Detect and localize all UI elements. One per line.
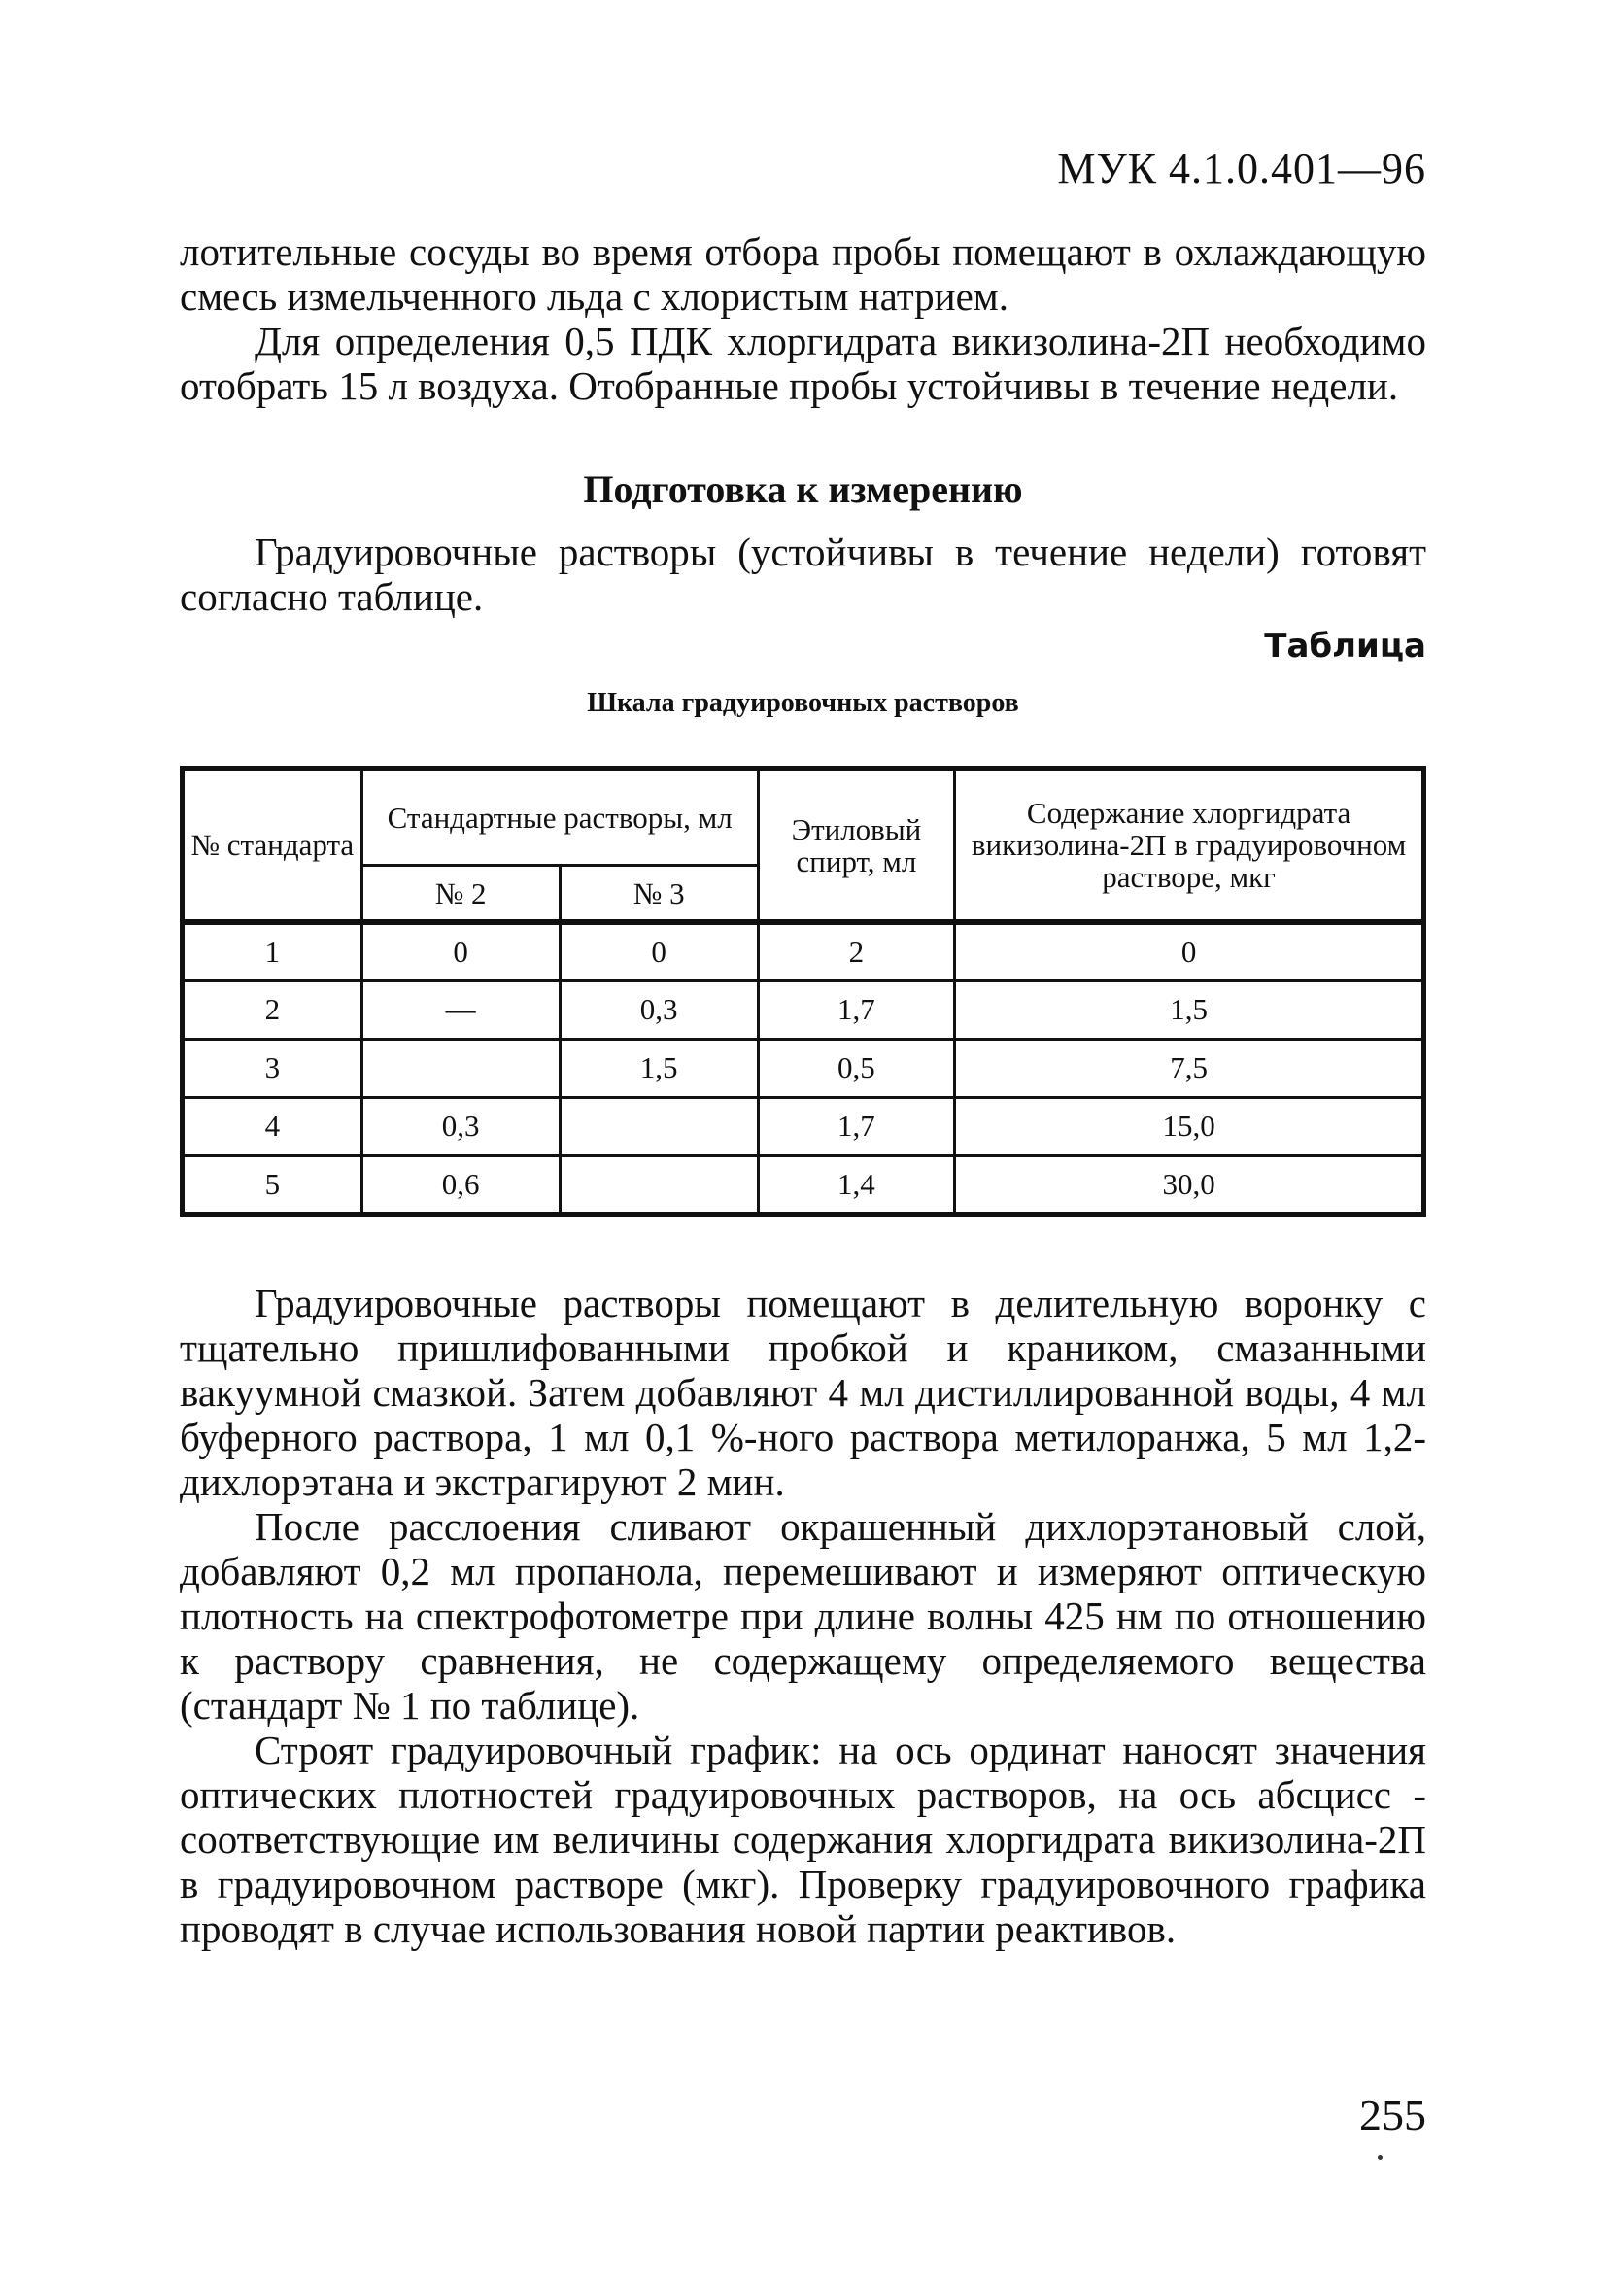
cell-ethanol: 2 (758, 922, 954, 980)
cell-standard-no: 3 (183, 1039, 362, 1097)
cell-ethanol: 1,7 (758, 980, 954, 1039)
procedure-paragraph-1: Градуировочные растворы помещают в делительную воронку с тщательно пришлифованными пробкой и краником, смазанными вакуумной смазкой. Затем добавляют 4 мл дистиллированной воды, 4 мл буферного раствора, 1 мл 0,1 %-ного раствора метилоранжа, 5 мл 1,2-дихлорэтана и экстрагируют 2 мин. (180, 1281, 1426, 1504)
cell-content: 1,5 (955, 980, 1424, 1039)
cell-solution-3: 0,3 (560, 980, 758, 1039)
cell-solution-2: 0 (361, 922, 560, 980)
print-dot (1378, 2155, 1383, 2160)
procedure-paragraph-3: Строят градуировочный график: на ось ординат наносят значения оптических плотностей градуировочных растворов, на ось абсцисс - соответствующие им величины содержания хлоргидрата викизолина-2П в градуировочном растворе (мкг). Проверку градуировочного графика проводят в случае использования новой партии реактивов. (180, 1728, 1426, 1951)
calibration-table (180, 766, 1426, 1217)
prep-paragraph-1: Градуировочные растворы (устойчивы в течение недели) готовят согласно таблице. (180, 530, 1426, 619)
table-label: Таблица (1264, 627, 1426, 666)
header-ethanol: Этиловый спирт, мл (758, 769, 954, 923)
cell-solution-2: — (361, 980, 560, 1039)
cell-ethanol: 1,7 (758, 1097, 954, 1155)
procedure-text (180, 1281, 1426, 1951)
table-row (183, 1097, 1424, 1155)
prep-text (180, 530, 1426, 619)
cell-ethanol: 0,5 (758, 1039, 954, 1097)
page-number: 255 (1359, 2090, 1426, 2140)
table-title: Шкала градуировочных растворов (587, 688, 1019, 718)
intro-paragraph-1: лотительные сосуды во время отбора пробы помещают в охлаждающую смесь измельченного льда с хлористым натрием. (180, 229, 1426, 319)
header-solution-3: № 3 (560, 866, 758, 923)
table-row (183, 1039, 1424, 1097)
table-row (183, 980, 1424, 1039)
cell-solution-3 (560, 1097, 758, 1155)
cell-solution-2: 0,6 (361, 1155, 560, 1214)
cell-solution-3: 0 (560, 922, 758, 980)
header-content: Содержание хлоргидрата викизолина-2П в градуировочном растворе, мкг (955, 769, 1424, 923)
cell-solution-2 (361, 1039, 560, 1097)
cell-solution-2: 0,3 (361, 1097, 560, 1155)
cell-standard-no: 1 (183, 922, 362, 980)
cell-content: 7,5 (955, 1039, 1424, 1097)
cell-standard-no: 2 (183, 980, 362, 1039)
cell-content: 15,0 (955, 1097, 1424, 1155)
table-header-row (183, 769, 1424, 866)
header-solution-2: № 2 (361, 866, 560, 923)
cell-solution-3: 1,5 (560, 1039, 758, 1097)
section-heading: Подготовка к измерению (583, 467, 1023, 511)
document-code: МУК 4.1.0.401—96 (1057, 145, 1426, 192)
procedure-paragraph-2: После расслоения сливают окрашенный дихлорэтановый слой, добавляют 0,2 мл пропанола, перемешивают и измеряют оптическую плотность на спектрофотометре при длине волны 425 нм по отношению к раствору сравнения, не содержащему определяемого вещества (стандарт № 1 по таблице). (180, 1504, 1426, 1728)
cell-content: 0 (955, 922, 1424, 980)
cell-solution-3 (560, 1155, 758, 1214)
table-row (183, 1155, 1424, 1214)
header-standard-solutions: Стандартные растворы, мл (361, 769, 758, 866)
cell-standard-no: 4 (183, 1097, 362, 1155)
cell-content: 30,0 (955, 1155, 1424, 1214)
intro-text (180, 229, 1426, 408)
intro-paragraph-2: Для определения 0,5 ПДК хлоргидрата викизолина-2П необходимо отобрать 15 л воздуха. Отобранные пробы устойчивы в течение недели. (180, 319, 1426, 408)
table-row (183, 922, 1424, 980)
cell-standard-no: 5 (183, 1155, 362, 1214)
cell-ethanol: 1,4 (758, 1155, 954, 1214)
header-standard-no: № стандарта (183, 769, 362, 923)
